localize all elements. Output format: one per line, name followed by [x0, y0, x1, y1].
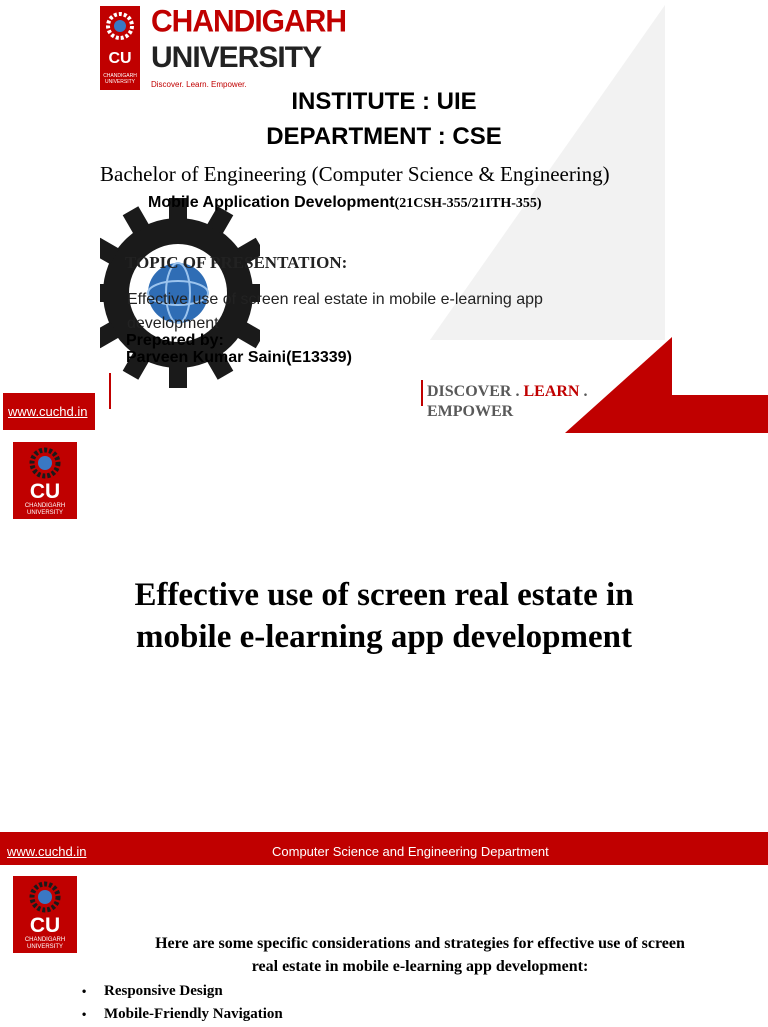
logo-badge-subtext: CHANDIGARH UNIVERSITY	[24, 503, 66, 516]
title-slide	[0, 0, 768, 433]
logo-badge-subtext: CHANDIGARH UNIVERSITY	[24, 937, 66, 950]
course-title	[148, 194, 542, 212]
department-heading: DEPARTMENT : CSE	[266, 123, 502, 150]
divider	[421, 380, 423, 406]
logo-name-line1: CHANDIGARH	[151, 4, 346, 39]
motto-empower: EMPOWER	[427, 403, 514, 420]
footer-bar	[0, 832, 768, 865]
footer-website-link[interactable]: www.cuchd.in	[7, 844, 87, 859]
degree-text: Bachelor of Engineering (Computer Science & Engineering)	[100, 162, 610, 186]
website-link[interactable]: www.cuchd.in	[8, 404, 88, 419]
intro-paragraph	[90, 932, 750, 978]
slide-title-line2: mobile e-learning app development	[136, 619, 632, 655]
course-name: Mobile Application Development	[148, 194, 395, 211]
footer-department: Computer Science and Engineering Department	[272, 844, 549, 859]
motto-line1	[427, 383, 587, 401]
topic-heading: TOPIC OF PRESENTATION:	[125, 253, 348, 272]
list-item: • Responsive Design	[82, 981, 283, 1004]
university-emblem-icon	[25, 445, 65, 481]
logo-cu-text: CU	[29, 914, 61, 937]
slide-title	[0, 574, 768, 658]
strategy-list	[82, 981, 283, 1027]
logo-cu-text: CU	[108, 50, 132, 67]
prepared-by-name: Parveen Kumar Saini(E13339)	[126, 349, 352, 366]
motto-learn: LEARN	[523, 383, 580, 400]
divider	[109, 373, 111, 409]
topic-text: Effective use of screen real estate in mobile e-learning app development	[127, 291, 543, 332]
intro-line1: Here are some specific considerations and strategies for effective use of screen	[155, 935, 685, 952]
university-emblem-icon	[25, 879, 65, 915]
motto-discover: DISCOVER .	[427, 383, 524, 400]
prepared-by-label: Prepared by:	[126, 332, 224, 349]
intro-line2: real estate in mobile e-learning app development:	[251, 958, 589, 975]
logo-name-line2: UNIVERSITY	[151, 41, 322, 74]
slide-title-line1: Effective use of screen real estate in	[134, 577, 634, 613]
university-emblem-icon	[104, 8, 136, 44]
institute-heading: INSTITUTE : UIE	[291, 88, 477, 115]
logo-badge-subtext: CHANDIGARH UNIVERSITY	[103, 73, 137, 85]
course-code: (21CSH-355/21ITH-355)	[394, 196, 542, 211]
list-item: • Mobile-Friendly Navigation	[82, 1004, 283, 1027]
logo-cu-text: CU	[29, 480, 61, 503]
logo-tagline: Discover. Learn. Empower.	[151, 80, 247, 89]
motto-dot: .	[579, 383, 588, 400]
website-badge	[3, 393, 95, 430]
